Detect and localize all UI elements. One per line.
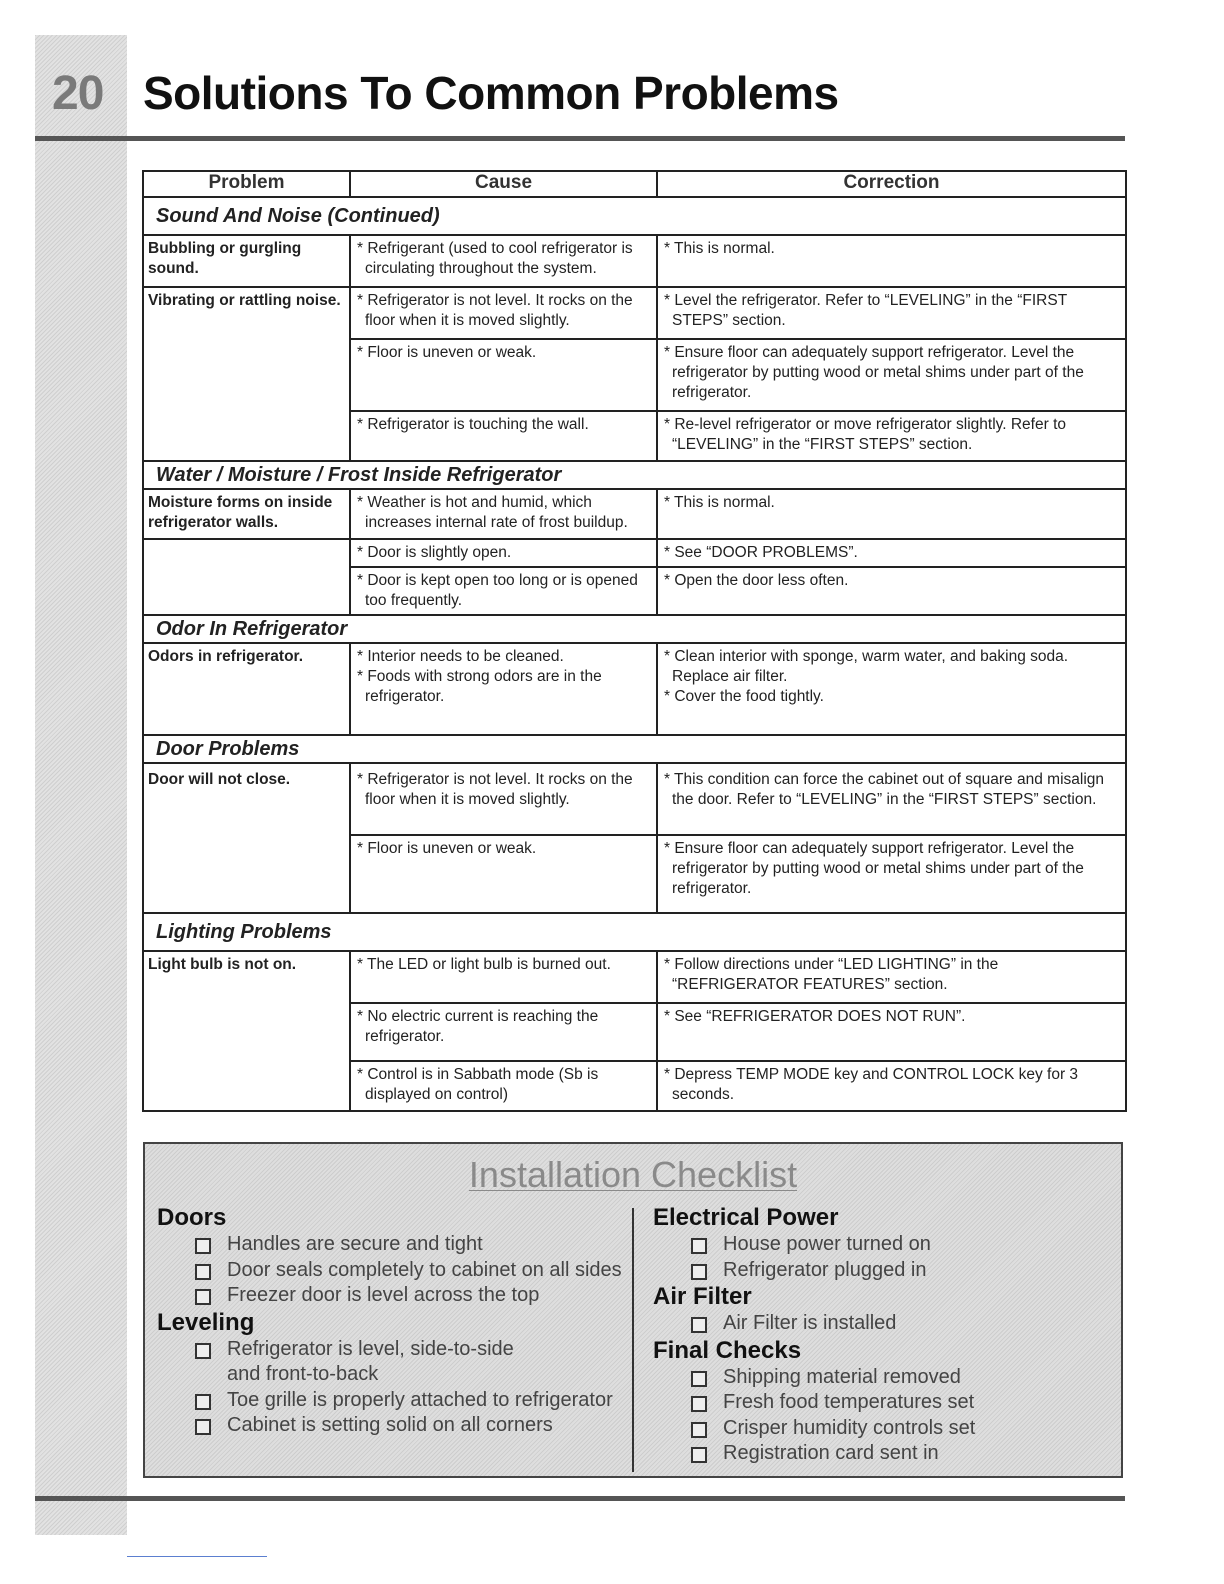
cause-text: * Refrigerant (used to cool refrigerator is circulating throughout the system. bbox=[357, 240, 633, 277]
section-sound: Sound And Noise (Continued) bbox=[143, 197, 1126, 235]
header-rule bbox=[35, 136, 1125, 141]
checkbox-icon bbox=[195, 1238, 211, 1254]
checkbox-icon bbox=[195, 1394, 211, 1410]
checklist-item bbox=[653, 1441, 1113, 1467]
correction-text: * Re-level refrigerator or move refrigerator slightly. Refer to “LEVELING” in the “FIRST STEPS” section. bbox=[664, 416, 1066, 453]
cause-text: * Floor is uneven or weak. bbox=[357, 344, 537, 361]
checklist-item bbox=[653, 1258, 1113, 1284]
correction-text: * See “DOOR PROBLEMS”. bbox=[664, 544, 858, 561]
header-problem: Problem bbox=[143, 171, 350, 197]
troubleshooting-table bbox=[142, 170, 1127, 1112]
checkbox-icon bbox=[691, 1317, 707, 1333]
section-row bbox=[143, 197, 1126, 235]
checklist-item bbox=[653, 1311, 1113, 1337]
checklist-item-label: Cabinet is setting solid on all corners bbox=[227, 1414, 553, 1436]
checklist-item-label: Fresh food temperatures set bbox=[723, 1391, 975, 1413]
section-odor: Odor In Refrigerator bbox=[143, 615, 1126, 643]
cause-text: * Control is in Sabbath mode (Sb is displayed on control) bbox=[357, 1066, 599, 1103]
checklist-item bbox=[157, 1337, 537, 1388]
checklist-item-label: Shipping material removed bbox=[723, 1365, 961, 1388]
checklist-item-label: Handles are secure and tight bbox=[227, 1233, 483, 1255]
checkbox-icon bbox=[691, 1447, 707, 1463]
checklist-item-label: Freezer door is level across the top bbox=[227, 1284, 540, 1306]
cause-text: * Floor is uneven or weak. bbox=[357, 840, 537, 857]
problem-cell: Bubbling or gurgling sound. bbox=[143, 235, 350, 287]
footer-rule bbox=[35, 1496, 1125, 1501]
cause-text: * Refrigerator is not level. It rocks on the floor when it is moved slightly. bbox=[357, 292, 633, 329]
side-strip bbox=[35, 35, 127, 1535]
correction-text: * See “REFRIGERATOR DOES NOT RUN”. bbox=[664, 1008, 966, 1025]
cause-text: * Refrigerator is touching the wall. bbox=[357, 416, 589, 433]
correction-text: * Clean interior with sponge, warm water, and baking soda. Replace air filter. bbox=[664, 648, 1069, 685]
table-row bbox=[143, 489, 1126, 539]
checklist-item-label: Crisper humidity controls set bbox=[723, 1416, 976, 1439]
section-lighting: Lighting Problems bbox=[143, 913, 1126, 951]
checkbox-icon bbox=[691, 1238, 707, 1254]
checklist-item-label: Refrigerator is level, side-to-side and front-to-back bbox=[227, 1337, 514, 1385]
checklist-item-label: Toe grille is properly attached to refrigerator bbox=[227, 1388, 613, 1411]
cause-text: * Door is kept open too long or is opened too frequently. bbox=[357, 572, 638, 609]
group-title-doors: Doors bbox=[157, 1204, 227, 1231]
cause-text: * No electric current is reaching the refrigerator. bbox=[357, 1008, 599, 1045]
checklist-item bbox=[653, 1232, 1113, 1258]
table-row bbox=[143, 287, 1126, 339]
checklist-item-label: Refrigerator plugged in bbox=[723, 1258, 927, 1281]
checklist-item-label: Air Filter is installed bbox=[723, 1312, 897, 1334]
cause-text: * The LED or light bulb is burned out. bbox=[357, 956, 611, 973]
correction-text: * Cover the food tightly. bbox=[664, 688, 824, 705]
checklist-item bbox=[653, 1390, 1113, 1416]
correction-text: * Level the refrigerator. Refer to “LEVELING” in the “FIRST STEPS” section. bbox=[664, 292, 1067, 329]
cause-text: * Door is slightly open. bbox=[357, 544, 512, 561]
section-row bbox=[143, 461, 1126, 489]
checklist-item bbox=[157, 1258, 627, 1284]
checkbox-icon bbox=[691, 1371, 707, 1387]
problem-cell: Vibrating or rattling noise. bbox=[143, 287, 350, 461]
header-cause: Cause bbox=[350, 171, 657, 197]
correction-text: * Ensure floor can adequately support refrigerator. Level the refrigerator by putting wood or metal shims under part of the refrigerator. bbox=[664, 840, 1084, 897]
correction-text: * Ensure floor can adequately support refrigerator. Level the refrigerator by putting wood or metal shims under part of the refrigerator. bbox=[664, 344, 1084, 401]
section-water: Water / Moisture / Frost Inside Refrigerator bbox=[143, 461, 1126, 489]
correction-text: * This is normal. bbox=[664, 240, 775, 257]
checklist-right-column bbox=[653, 1204, 1113, 1467]
section-door: Door Problems bbox=[143, 735, 1126, 763]
table-row bbox=[143, 951, 1126, 1003]
problem-cell: Door will not close. bbox=[143, 763, 350, 913]
checklist-item bbox=[653, 1416, 1113, 1442]
header-correction: Correction bbox=[657, 171, 1126, 197]
problem-cell: Light bulb is not on. bbox=[143, 951, 350, 1111]
problem-cell-empty bbox=[143, 539, 350, 615]
problem-cell: Odors in refrigerator. bbox=[143, 643, 350, 735]
checklist-item bbox=[157, 1232, 627, 1258]
table-header-row bbox=[143, 171, 1126, 197]
installation-checklist bbox=[143, 1142, 1123, 1478]
checklist-item bbox=[157, 1413, 627, 1439]
section-row bbox=[143, 615, 1126, 643]
section-row bbox=[143, 913, 1126, 951]
problem-cell: Moisture forms on inside refrigerator walls. bbox=[143, 489, 350, 539]
checklist-title: Installation Checklist bbox=[468, 1154, 798, 1195]
correction-text: * This condition can force the cabinet out of square and misalign the door. Refer to “LEVELING” in the “FIRST STEPS” section. bbox=[664, 771, 1105, 808]
page-number: 20 bbox=[52, 67, 104, 120]
cause-text: * Weather is hot and humid, which increases internal rate of frost buildup. bbox=[357, 494, 628, 531]
checklist-left-column bbox=[157, 1204, 627, 1439]
cause-text: * Interior needs to be cleaned. bbox=[357, 648, 564, 665]
checklist-item bbox=[653, 1365, 1113, 1391]
checklist-item-label: Door seals completely to cabinet on all sides bbox=[227, 1258, 622, 1281]
checkbox-icon bbox=[195, 1343, 211, 1359]
checkbox-icon bbox=[691, 1422, 707, 1438]
footer-link-underline bbox=[127, 1556, 267, 1557]
group-title-air-filter: Air Filter bbox=[653, 1283, 752, 1310]
cause-text: * Refrigerator is not level. It rocks on the floor when it is moved slightly. bbox=[357, 771, 633, 808]
cause-text: * Foods with strong odors are in the refrigerator. bbox=[357, 668, 602, 705]
checkbox-icon bbox=[195, 1264, 211, 1280]
group-title-electrical: Electrical Power bbox=[653, 1204, 839, 1231]
checklist-item bbox=[157, 1283, 627, 1309]
correction-text: * Depress TEMP MODE key and CONTROL LOCK key for 3 seconds. bbox=[664, 1066, 1079, 1103]
checkbox-icon bbox=[195, 1289, 211, 1305]
table-row bbox=[143, 539, 1126, 567]
checklist-item-label: House power turned on bbox=[723, 1233, 931, 1255]
correction-text: * This is normal. bbox=[664, 494, 775, 511]
checkbox-icon bbox=[195, 1419, 211, 1435]
table-row bbox=[143, 763, 1126, 835]
correction-text: * Follow directions under “LED LIGHTING” in the “REFRIGERATOR FEATURES” section. bbox=[664, 956, 999, 993]
checkbox-icon bbox=[691, 1396, 707, 1412]
table-row bbox=[143, 643, 1126, 735]
checklist-divider bbox=[632, 1208, 634, 1472]
checkbox-icon bbox=[691, 1264, 707, 1280]
page-title: Solutions To Common Problems bbox=[143, 67, 839, 119]
group-title-leveling: Leveling bbox=[157, 1308, 255, 1336]
group-title-final-checks: Final Checks bbox=[653, 1336, 802, 1364]
correction-text: * Open the door less often. bbox=[664, 572, 849, 589]
section-row bbox=[143, 735, 1126, 763]
table-row bbox=[143, 235, 1126, 287]
checklist-item bbox=[157, 1388, 627, 1414]
checklist-item-label: Registration card sent in bbox=[723, 1442, 939, 1464]
